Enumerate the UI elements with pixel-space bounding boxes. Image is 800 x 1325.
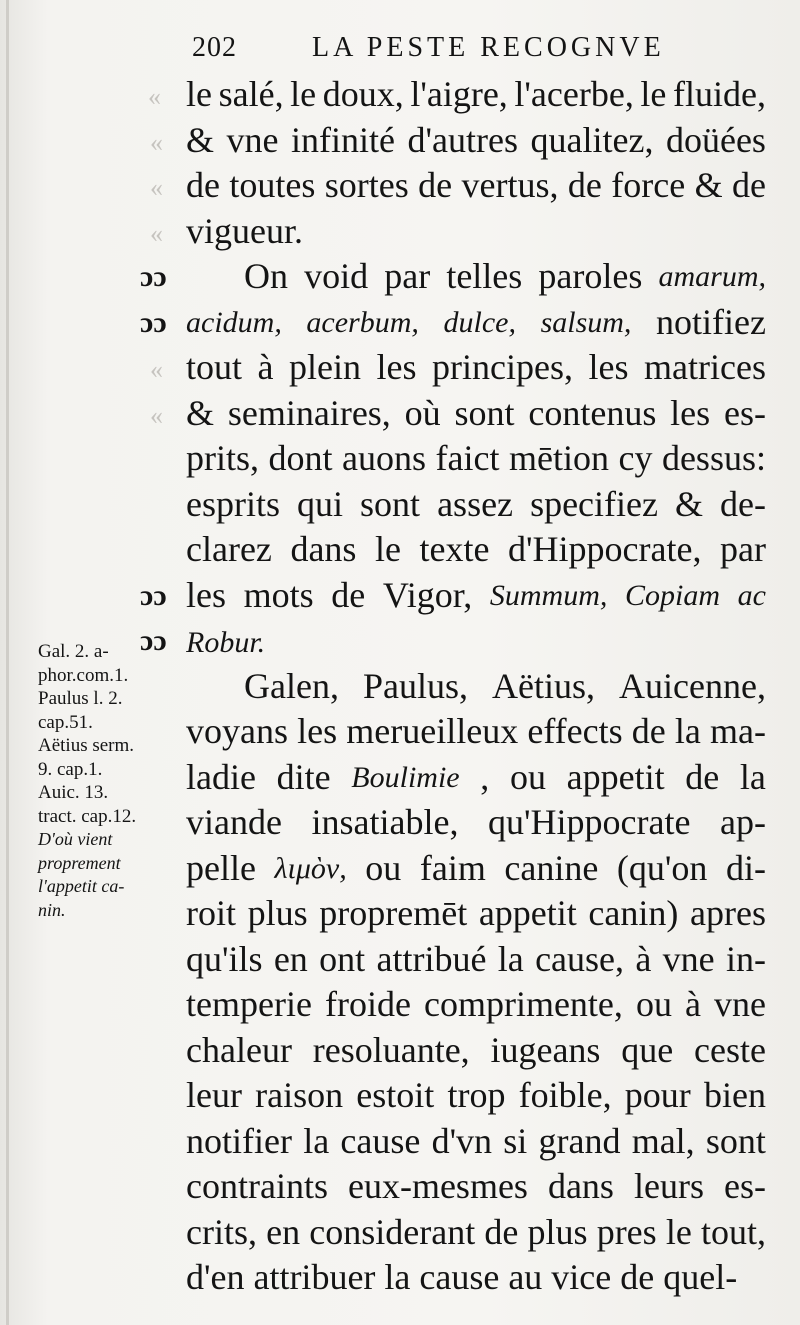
word: Summum, xyxy=(489,578,608,612)
word: mots xyxy=(243,574,314,615)
word: viande xyxy=(186,802,282,842)
word: pres xyxy=(596,1211,657,1252)
word: eux-mesmes xyxy=(347,1166,528,1206)
word: qu'ils xyxy=(186,938,263,979)
word: force xyxy=(611,165,686,205)
word: in- xyxy=(725,938,766,979)
word: notifiez xyxy=(656,301,766,342)
word: clarez xyxy=(186,529,272,569)
word: doüées xyxy=(665,119,766,160)
word: esprits xyxy=(186,483,280,524)
word: ou xyxy=(635,984,672,1024)
text-line xyxy=(186,573,766,619)
word: grand xyxy=(538,1120,621,1161)
text-run: Robur. xyxy=(186,626,266,659)
word: de xyxy=(685,756,720,797)
word: comprimente, xyxy=(423,984,623,1024)
word: considerant xyxy=(309,1211,476,1252)
word: On xyxy=(244,256,288,296)
quote-mark: ɔɔ xyxy=(140,578,167,612)
word: le xyxy=(640,74,667,114)
word: di- xyxy=(725,847,766,888)
word: ma- xyxy=(710,711,766,751)
word: la xyxy=(674,711,701,751)
text-line xyxy=(186,482,766,528)
word: Vigor, xyxy=(382,574,473,615)
word: bien xyxy=(703,1075,766,1115)
word: cy xyxy=(618,438,653,478)
word: assez xyxy=(437,483,514,524)
body-text xyxy=(186,72,766,1301)
word: de xyxy=(331,574,366,615)
margin-note-line: nin. xyxy=(38,899,66,920)
word: chaleur xyxy=(186,1029,292,1070)
text-line xyxy=(186,937,766,983)
word: la xyxy=(497,938,524,979)
word: de xyxy=(732,165,766,205)
margin-notes xyxy=(38,640,180,922)
word: d'Hippocrate, xyxy=(508,529,702,569)
word: de xyxy=(567,165,602,205)
word: dite xyxy=(276,756,331,797)
word: Aëtius, xyxy=(492,665,596,706)
word: trop xyxy=(447,1075,506,1115)
word: les xyxy=(670,392,711,433)
text-line xyxy=(186,800,766,846)
word: canine xyxy=(504,847,599,888)
margin-note-line: Paulus l. 2. xyxy=(38,688,123,709)
word: paroles xyxy=(538,256,643,296)
word: acerbum, xyxy=(306,305,419,339)
word: acidum, xyxy=(186,305,282,339)
word: faict xyxy=(435,438,500,478)
word: dont xyxy=(268,438,333,478)
word: si xyxy=(503,1120,528,1161)
text-line xyxy=(186,436,766,482)
word: effects xyxy=(527,711,623,751)
word: ont xyxy=(319,938,366,979)
word: Auicenne, xyxy=(619,665,766,706)
text-line xyxy=(186,1255,766,1301)
word: roit xyxy=(186,893,236,933)
word: ladie xyxy=(186,756,256,797)
text-line xyxy=(186,118,766,164)
margin-note-line: Auic. 13. xyxy=(38,782,109,803)
word: attribué xyxy=(376,938,487,979)
word: Galen, xyxy=(244,665,339,706)
word: temperie xyxy=(186,984,312,1024)
word: à xyxy=(635,938,652,979)
word: dulce, xyxy=(443,305,516,339)
text-line xyxy=(186,1119,766,1165)
word: de xyxy=(631,711,666,751)
word: appetit xyxy=(478,893,577,933)
word: sont xyxy=(360,483,421,524)
word: les xyxy=(186,574,226,615)
word: principes, xyxy=(432,347,574,387)
margin-note-line: proprement xyxy=(38,852,121,873)
word: cause, xyxy=(535,938,625,979)
word: canin) xyxy=(588,893,679,933)
word: l'acerbe, xyxy=(514,74,634,114)
text-line xyxy=(186,72,766,118)
quote-mark: ɔɔ xyxy=(140,305,167,339)
word: ou xyxy=(365,847,402,888)
bleed-through-mark: « xyxy=(150,400,163,430)
text-line xyxy=(186,982,766,1028)
word: amarum, xyxy=(658,260,766,293)
word: auons xyxy=(342,438,427,478)
page-gutter xyxy=(6,0,9,1325)
word: d'vn xyxy=(431,1120,493,1161)
word: sortes xyxy=(324,165,409,205)
word: contraints xyxy=(186,1166,328,1206)
word: Copiam xyxy=(625,578,721,612)
word: par xyxy=(384,256,431,296)
text-line xyxy=(186,163,766,209)
word: en xyxy=(273,938,308,979)
word: salsum, xyxy=(540,305,632,339)
word: specifiez xyxy=(530,483,658,524)
word: infinité xyxy=(291,119,396,160)
word: Boulimie xyxy=(351,760,460,794)
page-number: 202 xyxy=(192,32,237,63)
word: es- xyxy=(723,1166,766,1206)
word: la xyxy=(739,756,766,797)
word: vne xyxy=(662,938,715,979)
word: Paulus, xyxy=(362,665,468,706)
word: tout, xyxy=(700,1211,766,1252)
word: dans xyxy=(547,1166,614,1206)
word: notifier xyxy=(186,1120,292,1161)
word: voyans xyxy=(186,711,288,751)
text-line xyxy=(186,1073,766,1119)
word: doux, xyxy=(322,74,404,114)
text-line xyxy=(186,391,766,437)
word: raison xyxy=(255,1075,344,1115)
quote-mark: ɔɔ xyxy=(140,624,167,657)
word: les xyxy=(297,711,338,751)
word: la xyxy=(303,1120,330,1161)
word: salé, xyxy=(218,74,284,114)
word: à xyxy=(257,347,274,387)
margin-note-line: cap.51. xyxy=(38,711,93,733)
word: propremēt xyxy=(319,893,468,933)
word: leur xyxy=(186,1075,242,1115)
bleed-through-mark: « xyxy=(150,218,163,248)
word: vne xyxy=(713,984,766,1024)
word: leurs xyxy=(633,1166,704,1206)
word: (qu'on xyxy=(616,847,708,888)
word: seminaires, xyxy=(227,392,391,433)
word: pelle xyxy=(186,847,256,888)
word: λιμὸν, xyxy=(274,851,347,885)
word: matrices xyxy=(644,347,766,387)
word: dans xyxy=(290,529,357,569)
word: vertus, xyxy=(461,165,559,205)
word: les xyxy=(588,347,629,387)
text-line xyxy=(186,1028,766,1074)
word: de xyxy=(186,165,220,205)
word: merueilleux xyxy=(346,711,519,751)
word: où xyxy=(404,392,441,433)
word: crits, xyxy=(186,1211,257,1252)
word: foible, xyxy=(518,1075,612,1115)
margin-note-line: tract. cap.12. xyxy=(38,805,137,827)
word: qualitez, xyxy=(530,119,654,160)
word: & xyxy=(186,119,215,160)
word: le xyxy=(290,74,317,114)
text-line xyxy=(186,1164,766,1210)
word: en xyxy=(266,1211,301,1252)
word: qu'Hippocrate xyxy=(488,802,691,842)
word: sont xyxy=(705,1120,766,1161)
text-line xyxy=(186,300,766,346)
quote-mark: ɔɔ xyxy=(140,260,167,293)
word: cause xyxy=(340,1120,421,1161)
word: ceste xyxy=(694,1029,766,1070)
word: plus xyxy=(527,1211,588,1252)
margin-note-line: Gal. 2. a- xyxy=(38,641,109,662)
word: qui xyxy=(297,483,344,524)
word: prits, xyxy=(186,438,260,478)
margin-note-line: 9. cap.1. xyxy=(38,758,103,780)
text-run: d'en attribuer la cause au vice de quel- xyxy=(186,1257,738,1297)
word: texte xyxy=(419,529,490,569)
word: dessus: xyxy=(661,438,766,478)
text-line xyxy=(186,755,766,801)
word: void xyxy=(304,256,369,296)
word: sont xyxy=(454,392,515,433)
word: mal, xyxy=(631,1120,695,1161)
word: de- xyxy=(720,483,766,524)
text-line xyxy=(186,618,766,664)
text-line xyxy=(186,664,766,710)
word: es- xyxy=(724,392,766,433)
word: de xyxy=(418,165,453,205)
word: le xyxy=(375,529,401,569)
word: les xyxy=(376,347,417,387)
word: pour xyxy=(624,1075,691,1115)
margin-note-line: D'où vient xyxy=(38,829,113,849)
word: à xyxy=(684,984,701,1024)
word: froide xyxy=(324,984,411,1024)
word: estoit xyxy=(356,1075,435,1115)
word: apres xyxy=(690,893,766,933)
text-line xyxy=(186,209,766,255)
text-line xyxy=(186,254,766,300)
word: & xyxy=(694,165,723,205)
word: appetit xyxy=(566,756,665,797)
word: ac xyxy=(737,578,766,612)
word: ou xyxy=(509,756,546,797)
text-line xyxy=(186,709,766,755)
word: ap- xyxy=(720,802,766,842)
bleed-through-mark: « xyxy=(148,82,161,111)
word: fluide, xyxy=(673,74,766,114)
word: insatiable, xyxy=(311,802,459,842)
text-run: vigueur. xyxy=(186,210,303,251)
word: telles xyxy=(446,256,523,296)
word: le xyxy=(665,1211,692,1252)
bleed-through-mark: « xyxy=(150,127,163,157)
text-line xyxy=(186,345,766,391)
margin-note-line: phor.com.1. xyxy=(38,664,129,686)
word: & xyxy=(675,483,704,524)
word: contenus xyxy=(528,392,657,433)
word: de xyxy=(484,1211,519,1252)
word: & xyxy=(186,392,215,433)
word: plus xyxy=(247,893,308,933)
word: , xyxy=(480,756,490,797)
text-line xyxy=(186,846,766,892)
word: le xyxy=(186,74,212,114)
word: mētion xyxy=(508,438,609,478)
running-title: LA PESTE RECOGNVE xyxy=(312,32,665,63)
word: que xyxy=(621,1029,674,1070)
running-header xyxy=(192,32,772,72)
word: toutes xyxy=(229,165,316,205)
word: d'autres xyxy=(407,119,518,160)
word: par xyxy=(720,529,766,569)
bleed-through-mark: « xyxy=(150,355,163,384)
margin-note-line: l'appetit ca- xyxy=(38,876,125,896)
text-line xyxy=(186,527,766,573)
word: iugeans xyxy=(490,1029,601,1070)
bleed-through-mark: « xyxy=(150,173,163,202)
word: faim xyxy=(419,847,486,888)
word: plein xyxy=(289,347,362,387)
word: tout xyxy=(186,347,243,387)
word: resoluante, xyxy=(312,1029,470,1070)
text-line xyxy=(186,1210,766,1256)
text-line xyxy=(186,891,766,937)
word: vne xyxy=(226,119,279,160)
margin-note-line: Aëtius serm. xyxy=(38,735,135,756)
word: l'aigre, xyxy=(410,74,508,114)
